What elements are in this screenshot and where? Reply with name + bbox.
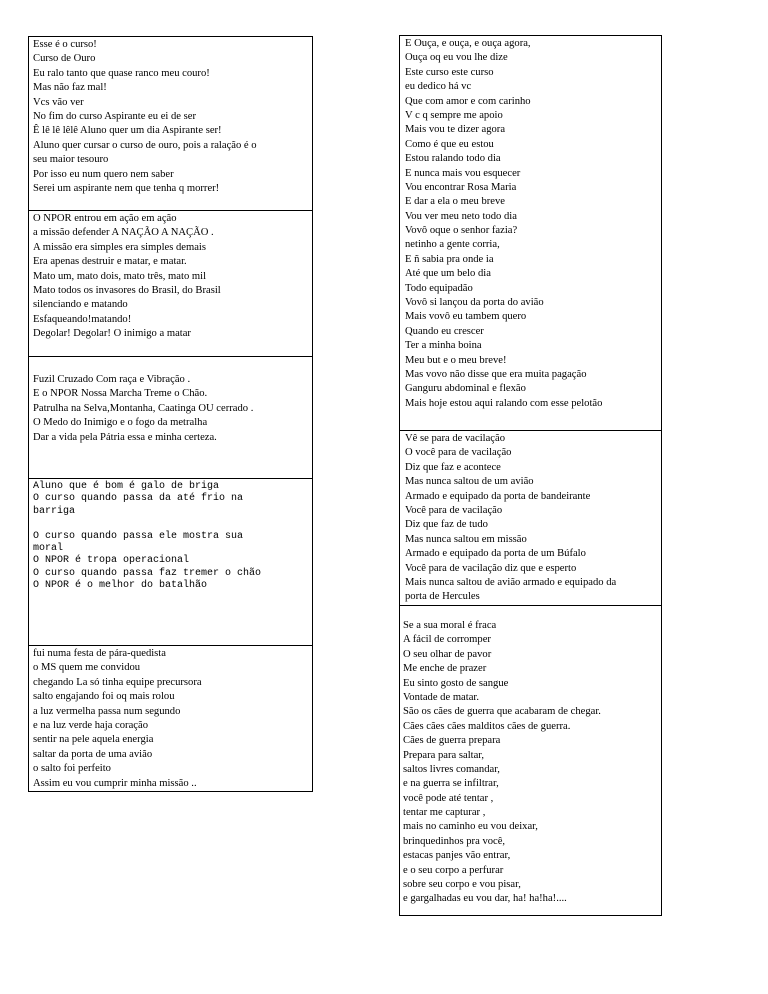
- verse-line: Armado e equipado da porta de bandeirante: [405, 490, 591, 502]
- verse-lines: [33, 212, 308, 342]
- verse-line: e gargalhadas eu vou dar, ha! ha!ha!....: [403, 893, 567, 905]
- verse-line: Vê se para de vacilação: [405, 433, 505, 444]
- verse-line: Você para de vacilação: [405, 504, 503, 516]
- verse-line: Cães cães cães malditos cães de guerra.: [403, 720, 571, 732]
- verse-line: Mato um, mato dois, mato três, mato mil: [33, 270, 207, 282]
- verse-line: Ter a minha boina: [405, 340, 482, 352]
- verse-line: Me enche de prazer: [403, 663, 487, 675]
- verse-line: O curso quando passa da até frio na: [33, 493, 244, 505]
- verse-line: e na guerra se infiltrar,: [403, 778, 499, 790]
- verse-line: chegando La só tinha equipe precursora: [33, 676, 202, 688]
- verse-line: Este curso este curso: [405, 66, 494, 78]
- verse-line: Diz que faz de tudo: [405, 519, 488, 531]
- verse-line: mais no caminho eu vou deixar,: [403, 821, 538, 833]
- verse-line: O NPOR é o melhor do batalhão: [33, 580, 208, 592]
- verse-line: Vcs vão ver: [33, 96, 84, 108]
- verse-line: você pode até tentar ,: [403, 792, 494, 804]
- verse-line: moral: [33, 542, 64, 554]
- verse-lines: [405, 432, 656, 605]
- verse-line: Ouça oq eu vou lhe dize: [405, 52, 508, 64]
- verse-line: Quando eu crescer: [405, 325, 484, 337]
- verse-lines: [405, 37, 656, 411]
- verse-line: Dar a vida pela Pátria essa e minha certeza.: [33, 431, 217, 443]
- verse-line: Se a sua moral é fraca: [403, 620, 497, 631]
- verse-line: a luz vermelha passa num segundo: [33, 705, 181, 717]
- verse-line: No fim do curso Aspirante eu ei de ser: [33, 110, 196, 122]
- verse-line: Meu but e o meu breve!: [405, 354, 507, 366]
- right-box-ouca-agora: [399, 35, 662, 431]
- verse-line: Que com amor e com carinho: [405, 95, 531, 107]
- verse-line: Mais vovô eu tambem quero: [405, 311, 527, 323]
- verse-line: fui numa festa de pára-quedista: [33, 648, 166, 659]
- verse-line: porta de Hercules: [405, 591, 480, 603]
- verse-line: E ñ sabia pra onde ia: [405, 253, 494, 265]
- verse-line: E dar a ela o meu breve: [405, 196, 505, 208]
- verse-lines: [33, 38, 308, 196]
- verse-line: saltar da porta de uma avião: [33, 748, 153, 760]
- verse-lines: [403, 619, 658, 907]
- verse-line: Diz que faz e acontece: [405, 461, 501, 473]
- verse-line: E Ouça, e ouça, e ouça agora,: [405, 38, 531, 49]
- verse-line: Fuzil Cruzado Com raça e Vibração .: [33, 374, 191, 385]
- verse-line: Aluno quer cursar o curso de ouro, pois a ralação é o: [33, 139, 257, 151]
- left-box-galo-de-briga: [28, 478, 313, 646]
- verse-line: Por isso eu num quero nem saber: [33, 168, 174, 180]
- left-box-festa-paraquedista: [28, 645, 313, 792]
- verse-line: Cães de guerra prepara: [403, 735, 501, 747]
- verse-line: O curso quando passa ele mostra sua: [33, 530, 244, 542]
- verse-line: Até que um belo dia: [405, 268, 491, 280]
- verse-line: Você para de vacilação diz que e esperto: [405, 562, 577, 574]
- verse-line: Assim eu vou cumprir minha missão ..: [33, 777, 197, 789]
- verse-lines: [33, 481, 308, 518]
- verse-line: Como é que eu estou: [405, 138, 494, 150]
- verse-line: Mais nunca saltou de avião armado e equipado da: [405, 576, 617, 588]
- verse-line: barriga: [33, 505, 76, 517]
- verse-line: estacas panjes vão entrar,: [403, 850, 511, 862]
- left-box-fuzil-cruzado: [28, 356, 313, 479]
- right-box-caes-de-guerra: [399, 605, 662, 916]
- verse-line: O você para de vacilação: [405, 447, 512, 459]
- verse-line: Ganguru abdominal e flexão: [405, 383, 526, 395]
- verse-lines: [33, 647, 308, 791]
- verse-line: E o NPOR Nossa Marcha Treme o Chão.: [33, 388, 208, 400]
- verse-line: netinho a gente corria,: [405, 239, 500, 251]
- left-box-npor-em-acao: [28, 210, 313, 357]
- right-box-vacilacao: [399, 430, 662, 606]
- left-box-curso-de-ouro: [28, 36, 313, 211]
- verse-line: O curso quando passa faz tremer o chão: [33, 567, 262, 579]
- verse-line: Mas nunca saltou de um avião: [405, 476, 534, 488]
- verse-line: A missão era simples era simples demais: [33, 241, 206, 253]
- verse-line: Vou ver meu neto todo dia: [405, 210, 517, 222]
- verse-line: O NPOR entrou em ação em ação: [33, 213, 177, 224]
- verse-line: eu dedico há vc: [405, 81, 472, 93]
- verse-line: Eu sinto gosto de sangue: [403, 677, 509, 689]
- verse-line: sobre seu corpo e vou pisar,: [403, 879, 521, 891]
- verse-line: Curso de Ouro: [33, 53, 96, 65]
- verse-line: brinquedinhos pra você,: [403, 835, 506, 847]
- verse-line: a missão defender A NAÇÃO A NAÇÃO .: [33, 227, 214, 239]
- verse-line: o salto foi perfeito: [33, 763, 111, 775]
- verse-line: O Medo do Inimigo e o fogo da metralha: [33, 417, 208, 429]
- verse-line: O seu olhar de pavor: [403, 648, 492, 660]
- verse-line: saltos livres comandar,: [403, 763, 500, 775]
- verse-line: Vou encontrar Rosa Maria: [405, 181, 517, 193]
- verse-line: O NPOR é tropa operacional: [33, 555, 190, 567]
- verse-line: Mais vou te dizer agora: [405, 124, 506, 136]
- verse-line: Mas vovo não disse que era muita pagação: [405, 368, 587, 380]
- verse-lines: [33, 531, 308, 593]
- verse-line: Estou ralando todo dia: [405, 153, 501, 165]
- verse-line: Armado e equipado da porta de um Búfalo: [405, 548, 586, 560]
- verse-line: Ê lê lê lêlê Aluno quer um dia Aspirante ser!: [33, 125, 222, 137]
- verse-line: Aluno que é bom é galo de briga: [33, 481, 220, 492]
- verse-line: e o seu corpo a perfurar: [403, 864, 504, 876]
- verse-line: silenciando e matando: [33, 299, 128, 311]
- verse-line: São os cães de guerra que acabaram de chegar.: [403, 706, 601, 718]
- verse-line: Mato todos os invasores do Brasil, do Brasil: [33, 284, 221, 296]
- verse-line: e na luz verde haja coração: [33, 719, 148, 731]
- verse-line: seu maior tesouro: [33, 154, 109, 166]
- verse-line: salto engajando foi oq mais rolou: [33, 691, 175, 703]
- verse-line: Era apenas destruir e matar, e matar.: [33, 256, 187, 268]
- verse-line: Esfaqueando!matando!: [33, 313, 132, 325]
- verse-lines: [33, 373, 308, 445]
- verse-line: Patrulha na Selva,Montanha, Caatinga OU cerrado .: [33, 402, 254, 414]
- verse-line: Eu ralo tanto que quase ranco meu couro!: [33, 67, 210, 79]
- verse-line: Esse é o curso!: [33, 39, 97, 50]
- verse-line: sentir na pele aquela energia: [33, 734, 154, 746]
- verse-line: Mas nunca saltou em missão: [405, 533, 527, 545]
- verse-line: Degolar! Degolar! O inimigo a matar: [33, 328, 191, 340]
- verse-line: o MS quem me convidou: [33, 662, 141, 674]
- verse-line: Serei um aspirante nem que tenha q morrer!: [33, 182, 220, 194]
- verse-line: Prepara para saltar,: [403, 749, 485, 761]
- verse-line: E nunca mais vou esquecer: [405, 167, 521, 179]
- verse-line: Vovô si lançou da porta do avião: [405, 297, 544, 309]
- verse-line: Vovô oque o senhor fazia?: [405, 225, 518, 237]
- verse-line: A fácil de corromper: [403, 634, 491, 646]
- verse-line: tentar me capturar ,: [403, 807, 486, 819]
- verse-line: Todo equipadão: [405, 282, 473, 294]
- verse-line: Vontade de matar.: [403, 691, 479, 703]
- verse-line: Mas não faz mal!: [33, 82, 107, 94]
- verse-line: V c q sempre me apoio: [405, 109, 503, 121]
- verse-line: Mais hoje estou aqui ralando com esse pelotão: [405, 397, 603, 409]
